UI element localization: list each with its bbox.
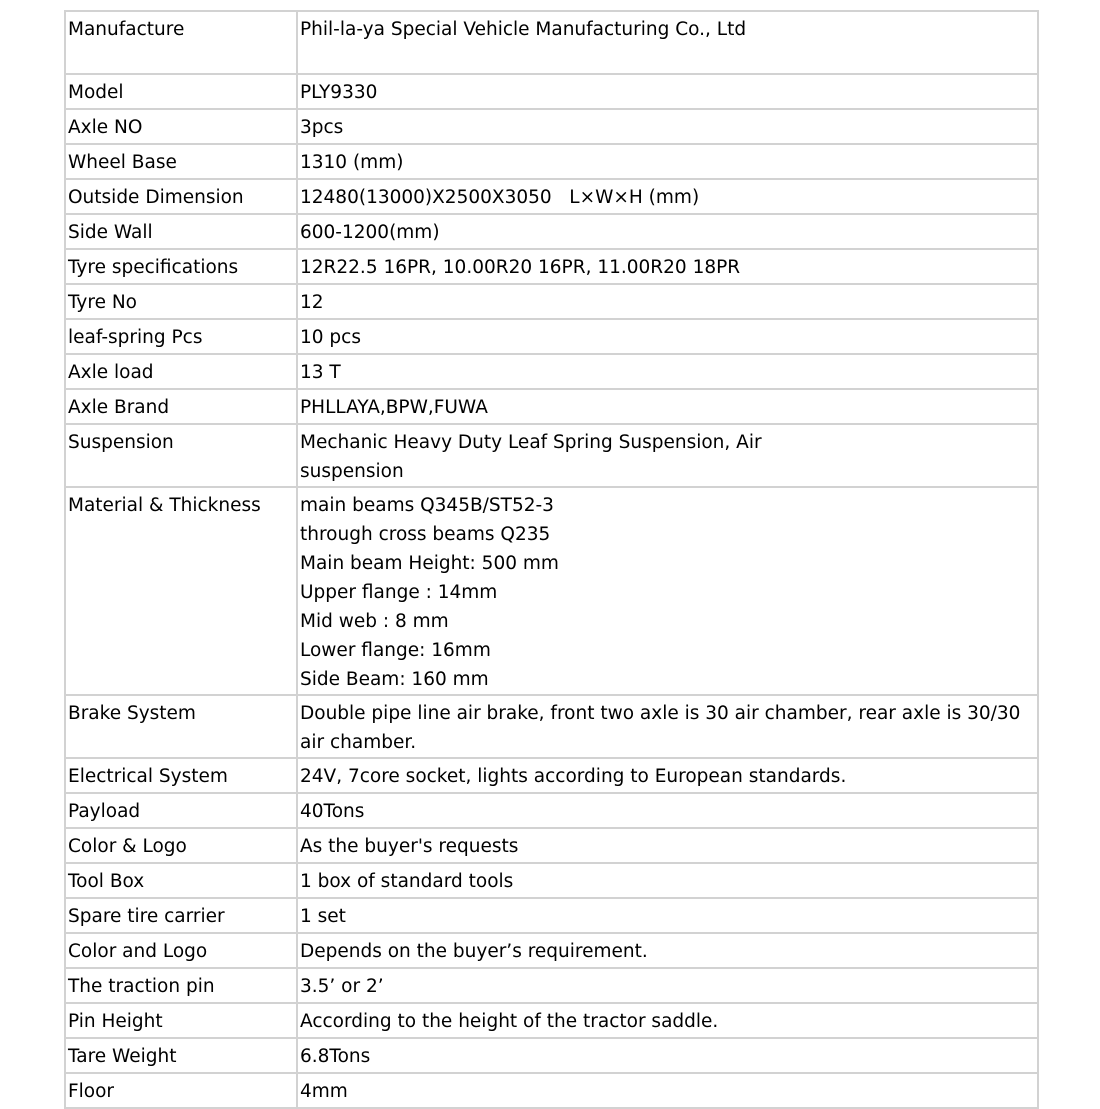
- spec-value-line: PHLLAYA,BPW,FUWA: [300, 397, 488, 418]
- spec-row-color-logo: [65, 828, 1038, 863]
- spec-value-line: 6.8Tons: [300, 1046, 371, 1067]
- spec-row-axle-brand: [65, 389, 1038, 424]
- spec-label: Payload: [65, 793, 297, 828]
- spec-value: [297, 109, 1038, 144]
- spec-label: leaf-spring Pcs: [65, 319, 297, 354]
- spec-value: [297, 793, 1038, 828]
- spec-value-line: Mid web : 8 mm: [300, 611, 449, 632]
- spec-label: Side Wall: [65, 214, 297, 249]
- spec-value: [297, 284, 1038, 319]
- spec-label: Manufacture: [65, 11, 297, 74]
- spec-label: Spare tire carrier: [65, 898, 297, 933]
- spec-label: Suspension: [65, 424, 297, 487]
- spec-value-line: 1 box of standard tools: [300, 871, 514, 892]
- spec-row-pin-height: [65, 1003, 1038, 1038]
- spec-label: Tool Box: [65, 863, 297, 898]
- spec-row-axle-no: [65, 109, 1038, 144]
- spec-row-side-wall: [65, 214, 1038, 249]
- spec-label: Pin Height: [65, 1003, 297, 1038]
- spec-label: Color and Logo: [65, 933, 297, 968]
- spec-value: [297, 389, 1038, 424]
- spec-value-line: 1 set: [300, 906, 346, 927]
- spec-value: [297, 933, 1038, 968]
- spec-value-line: 12R22.5 16PR, 10.00R20 16PR, 11.00R20 18PR: [300, 257, 741, 278]
- spec-value: [297, 424, 1038, 487]
- spec-value-line: 12480(13000)X2500X3050 L×W×H (mm): [300, 187, 700, 208]
- spec-value: [297, 214, 1038, 249]
- spec-label: The traction pin: [65, 968, 297, 1003]
- spec-value-line: suspension: [300, 461, 404, 482]
- spec-label: Tyre specifications: [65, 249, 297, 284]
- spec-value: [297, 354, 1038, 389]
- spec-value-line: Main beam Height: 500 mm: [300, 553, 559, 574]
- spec-table: [64, 10, 1039, 1109]
- spec-value-line: According to the height of the tractor saddle.: [300, 1011, 719, 1032]
- spec-label: Axle Brand: [65, 389, 297, 424]
- spec-value-line: 4mm: [300, 1081, 348, 1102]
- spec-label: Floor: [65, 1073, 297, 1108]
- spec-row-tool-box: [65, 863, 1038, 898]
- spec-row-brake-system: [65, 695, 1038, 758]
- spec-value: [297, 898, 1038, 933]
- spec-value-line: 600-1200(mm): [300, 222, 440, 243]
- spec-value-line: 24V, 7core socket, lights according to European standards.: [300, 766, 847, 787]
- spec-row-material-thickness: [65, 487, 1038, 695]
- spec-value: [297, 179, 1038, 214]
- spec-value-line: main beams Q345B/ST52-3: [300, 495, 554, 516]
- spec-label: Material & Thickness: [65, 487, 297, 695]
- spec-value: [297, 863, 1038, 898]
- spec-row-floor: [65, 1073, 1038, 1108]
- spec-label: Tare Weight: [65, 1038, 297, 1073]
- spec-value-line: 10 pcs: [300, 327, 361, 348]
- spec-value-line: Mechanic Heavy Duty Leaf Spring Suspension, Air: [300, 432, 762, 453]
- spec-value-line: Double pipe line air brake, front two axle is 30 air chamber, rear axle is 30/30: [300, 703, 1021, 724]
- spec-value: [297, 1003, 1038, 1038]
- spec-value: [297, 487, 1038, 695]
- spec-value: [297, 1038, 1038, 1073]
- spec-value-line: Depends on the buyer’s requirement.: [300, 941, 648, 962]
- spec-row-suspension: [65, 424, 1038, 487]
- spec-row-wheel-base: [65, 144, 1038, 179]
- spec-value-line: PLY9330: [300, 82, 378, 103]
- spec-row-manufacture: [65, 11, 1038, 74]
- spec-value-line: through cross beams Q235: [300, 524, 551, 545]
- spec-value-line: 13 T: [300, 362, 341, 383]
- spec-row-tare-weight: [65, 1038, 1038, 1073]
- spec-row-color-and-logo: [65, 933, 1038, 968]
- spec-row-electrical-system: [65, 758, 1038, 793]
- spec-value-line: Side Beam: 160 mm: [300, 669, 489, 690]
- spec-value-line: air chamber.: [300, 732, 417, 753]
- spec-row-spare-tire-carrier: [65, 898, 1038, 933]
- spec-value: [297, 695, 1038, 758]
- spec-row-model: [65, 74, 1038, 109]
- spec-label: Color & Logo: [65, 828, 297, 863]
- spec-value-line: Upper flange : 14mm: [300, 582, 498, 603]
- spec-value: [297, 828, 1038, 863]
- spec-row-payload: [65, 793, 1038, 828]
- spec-value: [297, 1073, 1038, 1108]
- spec-label: Axle load: [65, 354, 297, 389]
- spec-value: [297, 249, 1038, 284]
- spec-value: [297, 758, 1038, 793]
- spec-value-line: As the buyer's requests: [300, 836, 519, 857]
- spec-row-tyre-no: [65, 284, 1038, 319]
- spec-label: Outside Dimension: [65, 179, 297, 214]
- spec-row-tyre-specifications: [65, 249, 1038, 284]
- spec-value-line: 40Tons: [300, 801, 365, 822]
- spec-row-axle-load: [65, 354, 1038, 389]
- spec-row-traction-pin: [65, 968, 1038, 1003]
- spec-value: [297, 11, 1038, 74]
- spec-row-outside-dimension: [65, 179, 1038, 214]
- spec-value: [297, 968, 1038, 1003]
- spec-label: Axle NO: [65, 109, 297, 144]
- spec-value-line: 1310 (mm): [300, 152, 404, 173]
- spec-value-line: Phil-la-ya Special Vehicle Manufacturing Co., Ltd: [300, 19, 747, 40]
- spec-value: [297, 144, 1038, 179]
- spec-value-line: Lower flange: 16mm: [300, 640, 491, 661]
- spec-label: Model: [65, 74, 297, 109]
- spec-label: Brake System: [65, 695, 297, 758]
- spec-value: [297, 319, 1038, 354]
- spec-row-leaf-spring-pcs: [65, 319, 1038, 354]
- spec-label: Wheel Base: [65, 144, 297, 179]
- spec-value-line: 3.5’ or 2’: [300, 976, 384, 997]
- spec-label: Tyre No: [65, 284, 297, 319]
- spec-value-line: 3pcs: [300, 117, 344, 138]
- spec-value-line: 12: [300, 292, 324, 313]
- spec-value: [297, 74, 1038, 109]
- spec-label: Electrical System: [65, 758, 297, 793]
